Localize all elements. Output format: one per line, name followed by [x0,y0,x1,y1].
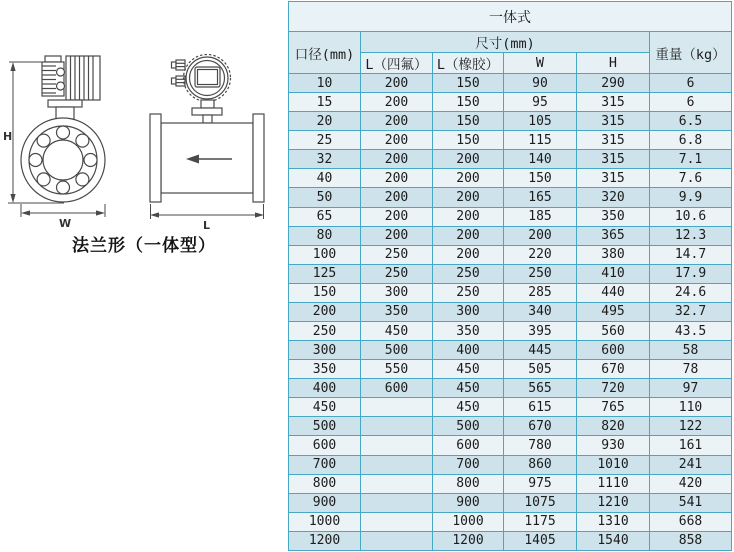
table-cell [361,398,433,417]
table-cell: 1010 [577,455,650,474]
side-view [150,55,264,231]
table-cell: 200 [361,188,433,207]
spec-table-panel [288,1,732,551]
table-cell [361,417,433,436]
bolt-hole [76,173,89,186]
table-cell: 400 [433,341,504,360]
table-cell: 1000 [289,512,361,531]
table-cell: 450 [433,398,504,417]
table-cell: 220 [504,245,577,264]
bolt-hole [57,126,70,139]
cable-glands [172,60,186,86]
table-cell: 300 [289,341,361,360]
table-cell: 1210 [577,493,650,512]
table-cell: 200 [361,169,433,188]
table-cell: 450 [433,360,504,379]
table-cell: 12.3 [650,226,732,245]
table-cell: 700 [433,455,504,474]
table-cell: 450 [361,322,433,341]
table-cell: 300 [361,283,433,302]
sensor-body-side [150,114,264,202]
table-cell: 95 [504,93,577,112]
table-cell: 350 [361,302,433,321]
table-cell: 800 [289,474,361,493]
table-row [289,436,732,455]
table-cell: 200 [361,112,433,131]
table-cell: 200 [433,188,504,207]
table-cell: 315 [577,93,650,112]
table-cell: 14.7 [650,245,732,264]
table-cell: 900 [289,493,361,512]
table-row [289,341,732,360]
table-cell: 700 [289,455,361,474]
table-cell: 350 [289,360,361,379]
table-row [289,283,732,302]
table-row [289,245,732,264]
table-cell: 200 [289,302,361,321]
table-row [289,188,732,207]
table-cell: 290 [577,74,650,93]
table-cell: 820 [577,417,650,436]
col-header-h: H [577,53,650,74]
table-cell: 1175 [504,512,577,531]
table-cell: 500 [289,417,361,436]
dim-label-h: H [3,130,13,143]
table-cell: 1200 [289,531,361,550]
table-row [289,264,732,283]
table-cell: 200 [433,169,504,188]
table-row [289,379,732,398]
table-cell: 600 [289,436,361,455]
table-cell: 560 [577,322,650,341]
table-cell: 400 [289,379,361,398]
table-cell: 200 [361,150,433,169]
table-cell: 975 [504,474,577,493]
table-cell: 565 [504,379,577,398]
table-cell [361,512,433,531]
table-cell: 24.6 [650,283,732,302]
table-cell: 668 [650,512,732,531]
table-cell: 43.5 [650,322,732,341]
table-cell: 410 [577,264,650,283]
table-cell: 1075 [504,493,577,512]
table-cell: 365 [577,226,650,245]
table-cell [361,455,433,474]
table-cell: 125 [289,264,361,283]
table-cell: 500 [433,417,504,436]
table-cell: 860 [504,455,577,474]
table-cell: 250 [504,264,577,283]
table-cell: 505 [504,360,577,379]
table-cell: 161 [650,436,732,455]
table-cell: 200 [433,207,504,226]
table-cell: 1000 [433,512,504,531]
table-cell: 930 [577,436,650,455]
table-cell: 1540 [577,531,650,550]
table-cell: 765 [577,398,650,417]
table-cell [361,436,433,455]
table-row [289,150,732,169]
table-cell: 250 [289,322,361,341]
table-cell: 720 [577,379,650,398]
table-cell: 10.6 [650,207,732,226]
table-title: 一体式 [289,2,732,32]
table-cell: 600 [577,341,650,360]
table-row [289,112,732,131]
table-cell: 320 [577,188,650,207]
table-row [289,360,732,379]
transmitter-head-front [42,56,100,119]
table-cell: 9.9 [650,188,732,207]
table-row [289,226,732,245]
table-cell: 165 [504,188,577,207]
table-cell: 285 [504,283,577,302]
col-header-w: W [504,53,577,74]
table-cell: 340 [504,302,577,321]
dimension-w [21,204,105,230]
table-cell: 615 [504,398,577,417]
table-cell: 6 [650,93,732,112]
table-cell: 50 [289,188,361,207]
table-row [289,131,732,150]
front-view [3,56,105,230]
table-cell: 241 [650,455,732,474]
table-cell: 150 [433,112,504,131]
table-cell: 315 [577,131,650,150]
table-row [289,93,732,112]
table-row [289,398,732,417]
table-cell: 350 [577,207,650,226]
table-cell: 150 [504,169,577,188]
bolt-hole [57,181,70,194]
table-cell: 200 [361,207,433,226]
bolt-hole [84,154,97,167]
col-header-l-ptfe: L（四氟） [361,53,433,74]
table-cell: 380 [577,245,650,264]
table-cell: 6.8 [650,131,732,150]
table-cell: 780 [504,436,577,455]
dim-label-l: L [203,219,211,230]
table-cell: 58 [650,341,732,360]
table-cell: 7.6 [650,169,732,188]
table-cell: 20 [289,112,361,131]
col-header-weight: 重量（kg） [650,32,732,74]
table-cell: 110 [650,398,732,417]
dim-label-w: W [59,217,72,230]
table-cell: 40 [289,169,361,188]
table-cell: 315 [577,150,650,169]
table-cell: 7.1 [650,150,732,169]
table-cell [361,531,433,550]
table-cell: 495 [577,302,650,321]
table-cell: 150 [433,74,504,93]
table-cell: 6 [650,74,732,93]
table-cell: 420 [650,474,732,493]
table-cell: 200 [361,131,433,150]
dimension-l [150,204,264,230]
table-cell: 250 [361,245,433,264]
table-cell: 300 [433,302,504,321]
table-cell: 500 [361,341,433,360]
table-cell: 17.9 [650,264,732,283]
table-cell: 250 [433,283,504,302]
table-cell [361,493,433,512]
diagram-caption: 法兰形（一体型） [72,236,216,256]
table-cell: 32.7 [650,302,732,321]
col-header-diameter: 口径(mm) [289,32,361,74]
table-cell: 315 [577,112,650,131]
col-header-size-group: 尺寸(mm) [361,32,650,53]
bolt-hole [29,154,42,167]
table-cell: 25 [289,131,361,150]
table-cell [361,474,433,493]
table-cell: 440 [577,283,650,302]
table-cell: 1310 [577,512,650,531]
table-row [289,417,732,436]
table-cell: 1405 [504,531,577,550]
table-cell: 140 [504,150,577,169]
table-cell: 541 [650,493,732,512]
table-cell: 65 [289,207,361,226]
flowmeter-technical-drawing [0,0,288,230]
table-cell: 445 [504,341,577,360]
table-cell: 200 [361,226,433,245]
table-row [289,493,732,512]
table-row [289,74,732,93]
bolt-hole [37,134,50,147]
table-cell: 670 [504,417,577,436]
table-cell: 10 [289,74,361,93]
table-cell: 200 [433,226,504,245]
flange-front [21,118,105,202]
table-cell: 395 [504,322,577,341]
table-row [289,455,732,474]
table-cell: 900 [433,493,504,512]
table-cell: 200 [361,93,433,112]
table-row [289,322,732,341]
bolt-hole [76,134,89,147]
table-cell: 800 [433,474,504,493]
table-cell: 670 [577,360,650,379]
diagram-panel [0,0,288,552]
table-row [289,474,732,493]
table-row [289,531,732,550]
table-cell: 6.5 [650,112,732,131]
transmitter-head-side [184,55,231,124]
table-cell: 1200 [433,531,504,550]
table-cell: 97 [650,379,732,398]
table-row [289,207,732,226]
table-cell: 100 [289,245,361,264]
table-cell: 150 [433,93,504,112]
table-cell: 315 [577,169,650,188]
table-row [289,512,732,531]
table-cell: 90 [504,74,577,93]
table-cell: 450 [433,379,504,398]
table-cell: 350 [433,322,504,341]
col-header-l-rubber: L（橡胶） [433,53,504,74]
table-cell: 15 [289,93,361,112]
table-cell: 80 [289,226,361,245]
table-cell: 1110 [577,474,650,493]
table-cell: 185 [504,207,577,226]
table-cell: 550 [361,360,433,379]
table-cell: 600 [361,379,433,398]
table-cell: 32 [289,150,361,169]
flange-right [253,114,264,202]
flange-left [150,114,161,202]
table-cell: 150 [289,283,361,302]
table-cell: 200 [433,150,504,169]
table-cell: 250 [361,264,433,283]
table-cell: 78 [650,360,732,379]
table-cell: 600 [433,436,504,455]
table-cell: 200 [433,245,504,264]
table-cell: 250 [433,264,504,283]
table-row [289,169,732,188]
table-body [289,74,732,551]
table-cell: 105 [504,112,577,131]
table-row [289,302,732,321]
table-cell: 450 [289,398,361,417]
table-cell: 122 [650,417,732,436]
table-cell: 858 [650,531,732,550]
table-cell: 150 [433,131,504,150]
bolt-hole [37,173,50,186]
table-cell: 200 [504,226,577,245]
table-cell: 200 [361,74,433,93]
spec-table [288,1,732,551]
table-cell: 115 [504,131,577,150]
